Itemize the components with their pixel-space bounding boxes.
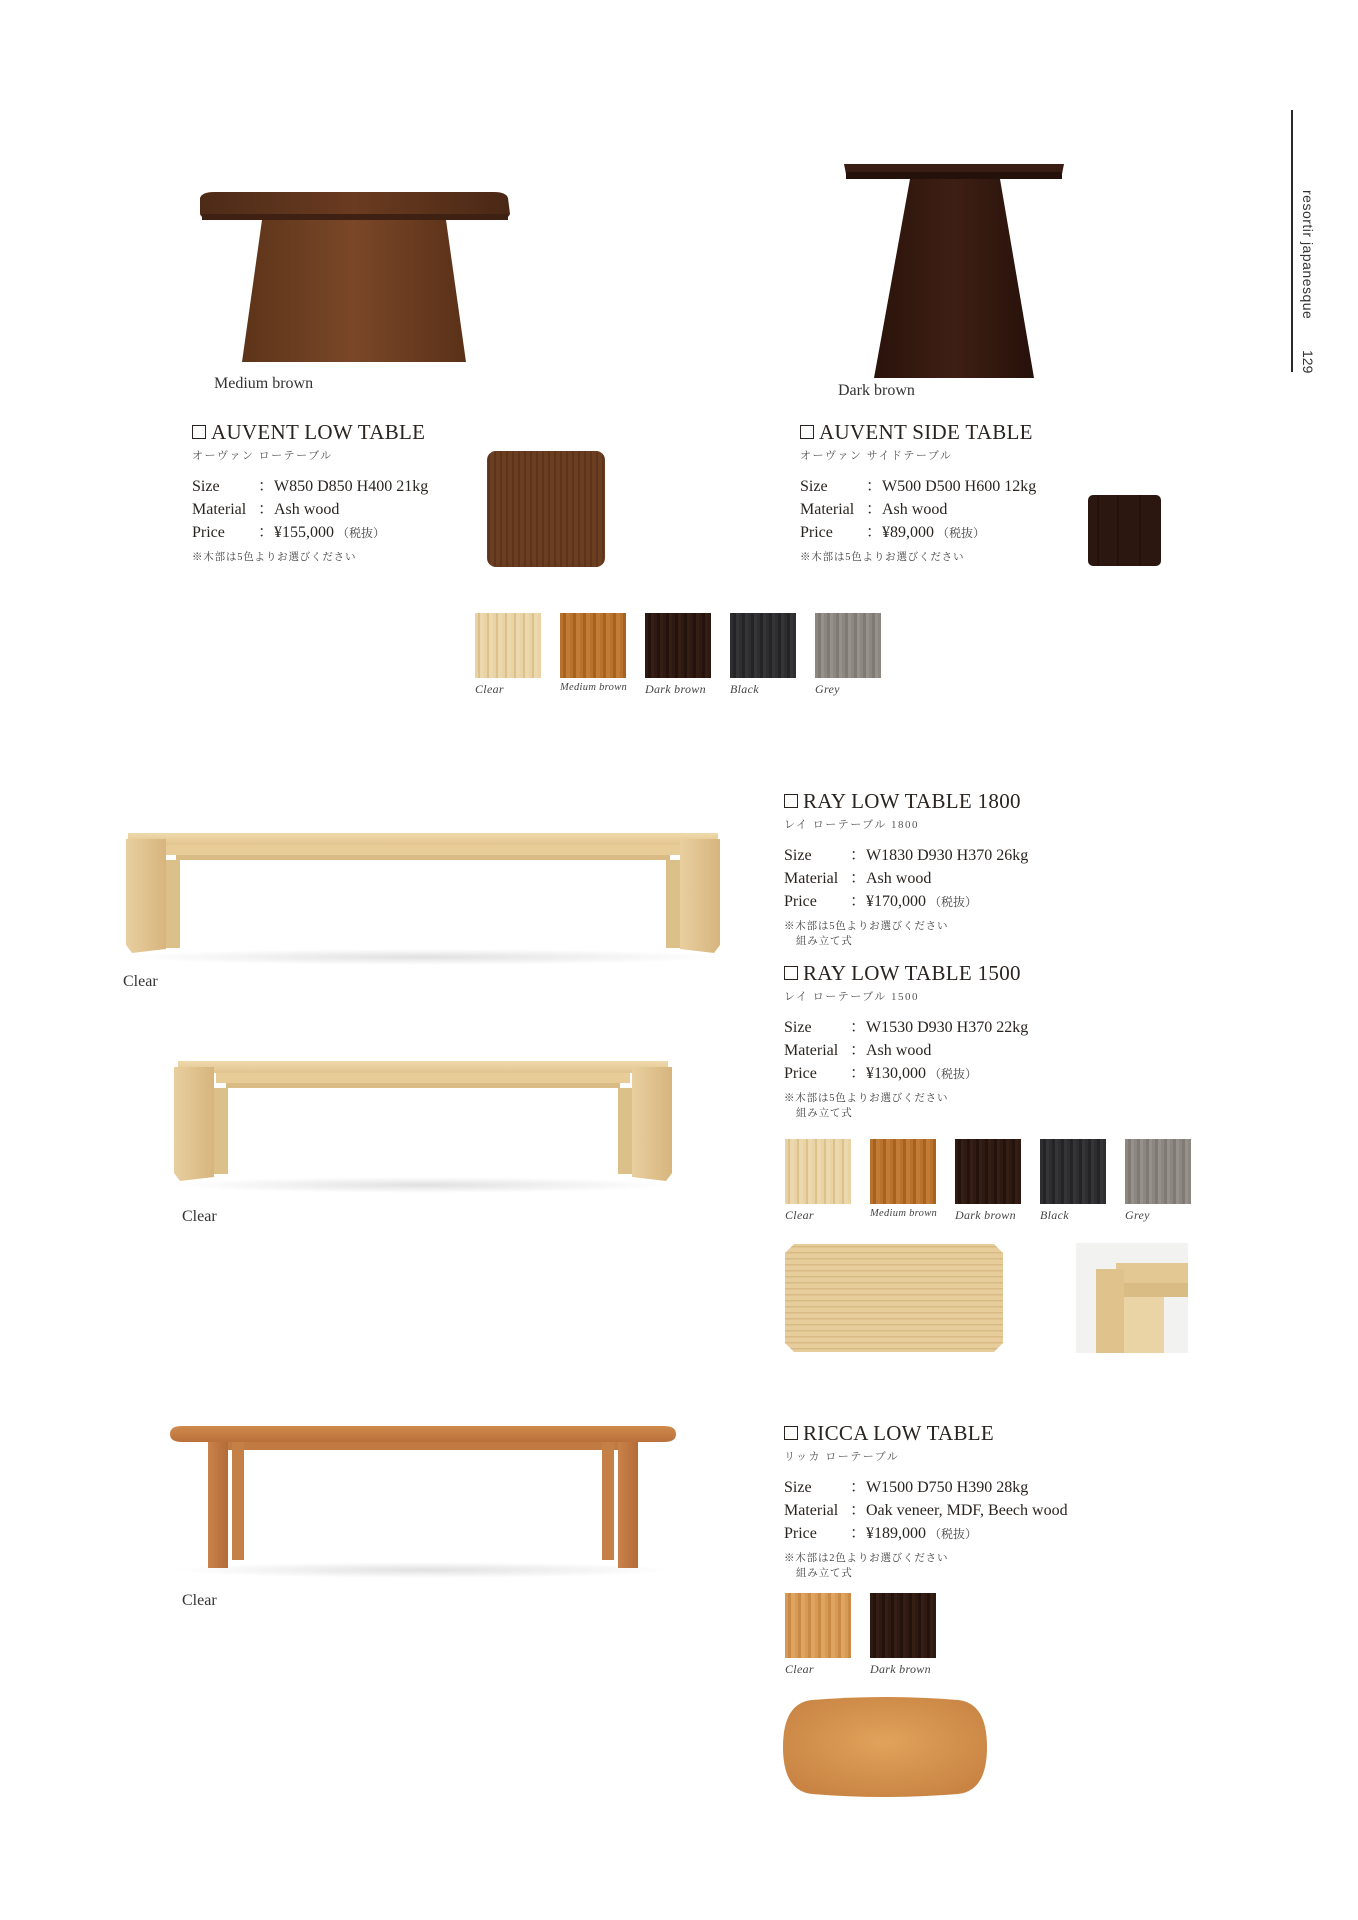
dark-brown-chip: [870, 1593, 936, 1658]
auvent-low-title: AUVENT LOW TABLE: [192, 420, 428, 445]
swatch-clear[interactable]: Clear: [475, 613, 541, 697]
ray-1500-info: [784, 961, 1028, 1121]
swatch-black[interactable]: Black: [730, 613, 796, 697]
checkbox-square-icon: [784, 966, 798, 980]
price-value: ：¥170,000: [850, 893, 927, 910]
auvent-side-title: AUVENT SIDE TABLE: [800, 420, 1036, 445]
price-value: ：¥155,000: [258, 524, 335, 541]
swatch-medium-brown[interactable]: Medium brown: [870, 1139, 936, 1223]
size-value: ：W850 D850 H400 21kg: [258, 478, 429, 495]
dark-brown-chip: [955, 1139, 1021, 1204]
ray-1500-kana: レイ ローテーブル 1500: [784, 991, 919, 1003]
ricca-note: ※木部は2色よりお選びください 組み立て式: [784, 1553, 949, 1579]
clear-chip: [475, 613, 541, 678]
auvent-low-kana: オーヴァン ローテーブル: [192, 450, 333, 462]
page-number: 129: [1300, 350, 1316, 374]
clear-chip: [785, 1593, 851, 1658]
black-chip: [730, 613, 796, 678]
auvent-low-note: ※木部は5色よりお選びください: [192, 552, 357, 563]
medium-brown-chip: [870, 1139, 936, 1204]
swatch-clear[interactable]: Clear: [785, 1139, 851, 1223]
auvent-low-table-photo: [190, 190, 520, 370]
ray-1500-specs: Size ：W1530 D930 H370 22kg Material ：Ash wood Price ：¥130,000 （税抜）: [784, 1019, 1029, 1082]
checkbox-square-icon: [784, 794, 798, 808]
checkbox-square-icon: [800, 425, 814, 439]
auvent-side-table-info: [800, 420, 1036, 565]
ricca-photo-caption: Clear: [182, 1592, 217, 1609]
ray-wood-swatches: [785, 1139, 1210, 1223]
material-value: ：Oak veneer, MDF, Beech wood: [850, 1502, 1068, 1519]
price-value: ：¥89,000: [866, 524, 935, 541]
auvent-wood-swatches: [475, 613, 900, 697]
swatch-grey[interactable]: Grey: [1125, 1139, 1191, 1223]
material-value: ：Ash wood: [850, 1042, 932, 1059]
size-value: ：W1500 D750 H390 28kg: [850, 1479, 1029, 1496]
ray-1800-title: RAY LOW TABLE 1800: [784, 789, 1028, 814]
ray-corner-detail: [1076, 1243, 1188, 1353]
checkbox-square-icon: [784, 1426, 798, 1440]
ricca-top-view: [782, 1697, 988, 1797]
size-value: ：W1830 D930 H370 26kg: [850, 847, 1029, 864]
ray-1800-specs: Size ：W1830 D930 H370 26kg Material ：Ash wood Price ：¥170,000 （税抜）: [784, 847, 1029, 910]
series-name: resortir japanesque: [1300, 190, 1316, 320]
ray-top-view: [784, 1243, 1004, 1353]
ricca-wood-swatches: [785, 1593, 955, 1677]
auvent-low-top-view: [486, 450, 606, 568]
ray-1500-note: ※木部は5色よりお選びください 組み立て式: [784, 1093, 949, 1119]
swatch-dark-brown[interactable]: Dark brown: [870, 1593, 936, 1677]
black-chip: [1040, 1139, 1106, 1204]
ricca-info: [784, 1421, 1068, 1581]
ricca-photo: [168, 1420, 678, 1580]
ray-1800-info: [784, 789, 1028, 949]
size-value: ：W500 D500 H600 12kg: [866, 478, 1037, 495]
auvent-side-note: ※木部は5色よりお選びください: [800, 552, 965, 563]
swatch-grey[interactable]: Grey: [815, 613, 881, 697]
medium-brown-chip: [560, 613, 626, 678]
auvent-side-top-view: [1087, 494, 1162, 567]
clear-chip: [785, 1139, 851, 1204]
grey-chip: [1125, 1139, 1191, 1204]
auvent-side-photo-caption: Dark brown: [838, 382, 915, 399]
ray-1800-photo-caption: Clear: [123, 973, 158, 990]
ricca-specs: Size ：W1500 D750 H390 28kg Material ：Oak veneer, MDF, Beech wood Price ：¥189,000 （税抜）: [784, 1479, 1068, 1542]
material-value: ：Ash wood: [850, 870, 932, 887]
ray-1500-photo-caption: Clear: [182, 1208, 217, 1225]
auvent-low-photo-caption: Medium brown: [214, 375, 314, 392]
ray-1800-note: ※木部は5色よりお選びください 組み立て式: [784, 921, 949, 947]
ricca-kana: リッカ ローテーブル: [784, 1451, 900, 1463]
checkbox-square-icon: [192, 425, 206, 439]
ray-1800-kana: レイ ローテーブル 1800: [784, 819, 919, 831]
grey-chip: [815, 613, 881, 678]
size-value: ：W1530 D930 H370 22kg: [850, 1019, 1029, 1036]
auvent-side-kana: オーヴァン サイドテーブル: [800, 450, 953, 462]
swatch-dark-brown[interactable]: Dark brown: [955, 1139, 1021, 1223]
auvent-low-table-info: [192, 420, 428, 565]
auvent-side-table-photo: [840, 160, 1070, 380]
swatch-medium-brown[interactable]: Medium brown: [560, 613, 626, 697]
dark-brown-chip: [645, 613, 711, 678]
swatch-dark-brown[interactable]: Dark brown: [645, 613, 711, 697]
auvent-low-specs: Size ：W850 D850 H400 21kg Material ：Ash wood Price ：¥155,000 （税抜）: [192, 478, 429, 541]
swatch-black[interactable]: Black: [1040, 1139, 1106, 1223]
material-value: ：Ash wood: [866, 501, 948, 518]
side-rule: [1291, 110, 1293, 372]
ricca-title: RICCA LOW TABLE: [784, 1421, 1068, 1446]
price-value: ：¥130,000: [850, 1065, 927, 1082]
price-value: ：¥189,000: [850, 1525, 927, 1542]
swatch-clear[interactable]: Clear: [785, 1593, 851, 1677]
material-value: ：Ash wood: [258, 501, 340, 518]
ray-1500-photo: [168, 1055, 678, 1195]
ray-1800-photo: [118, 825, 728, 965]
auvent-side-specs: Size ：W500 D500 H600 12kg Material ：Ash wood Price ：¥89,000 （税抜）: [800, 478, 1037, 541]
ray-1500-title: RAY LOW TABLE 1500: [784, 961, 1028, 986]
